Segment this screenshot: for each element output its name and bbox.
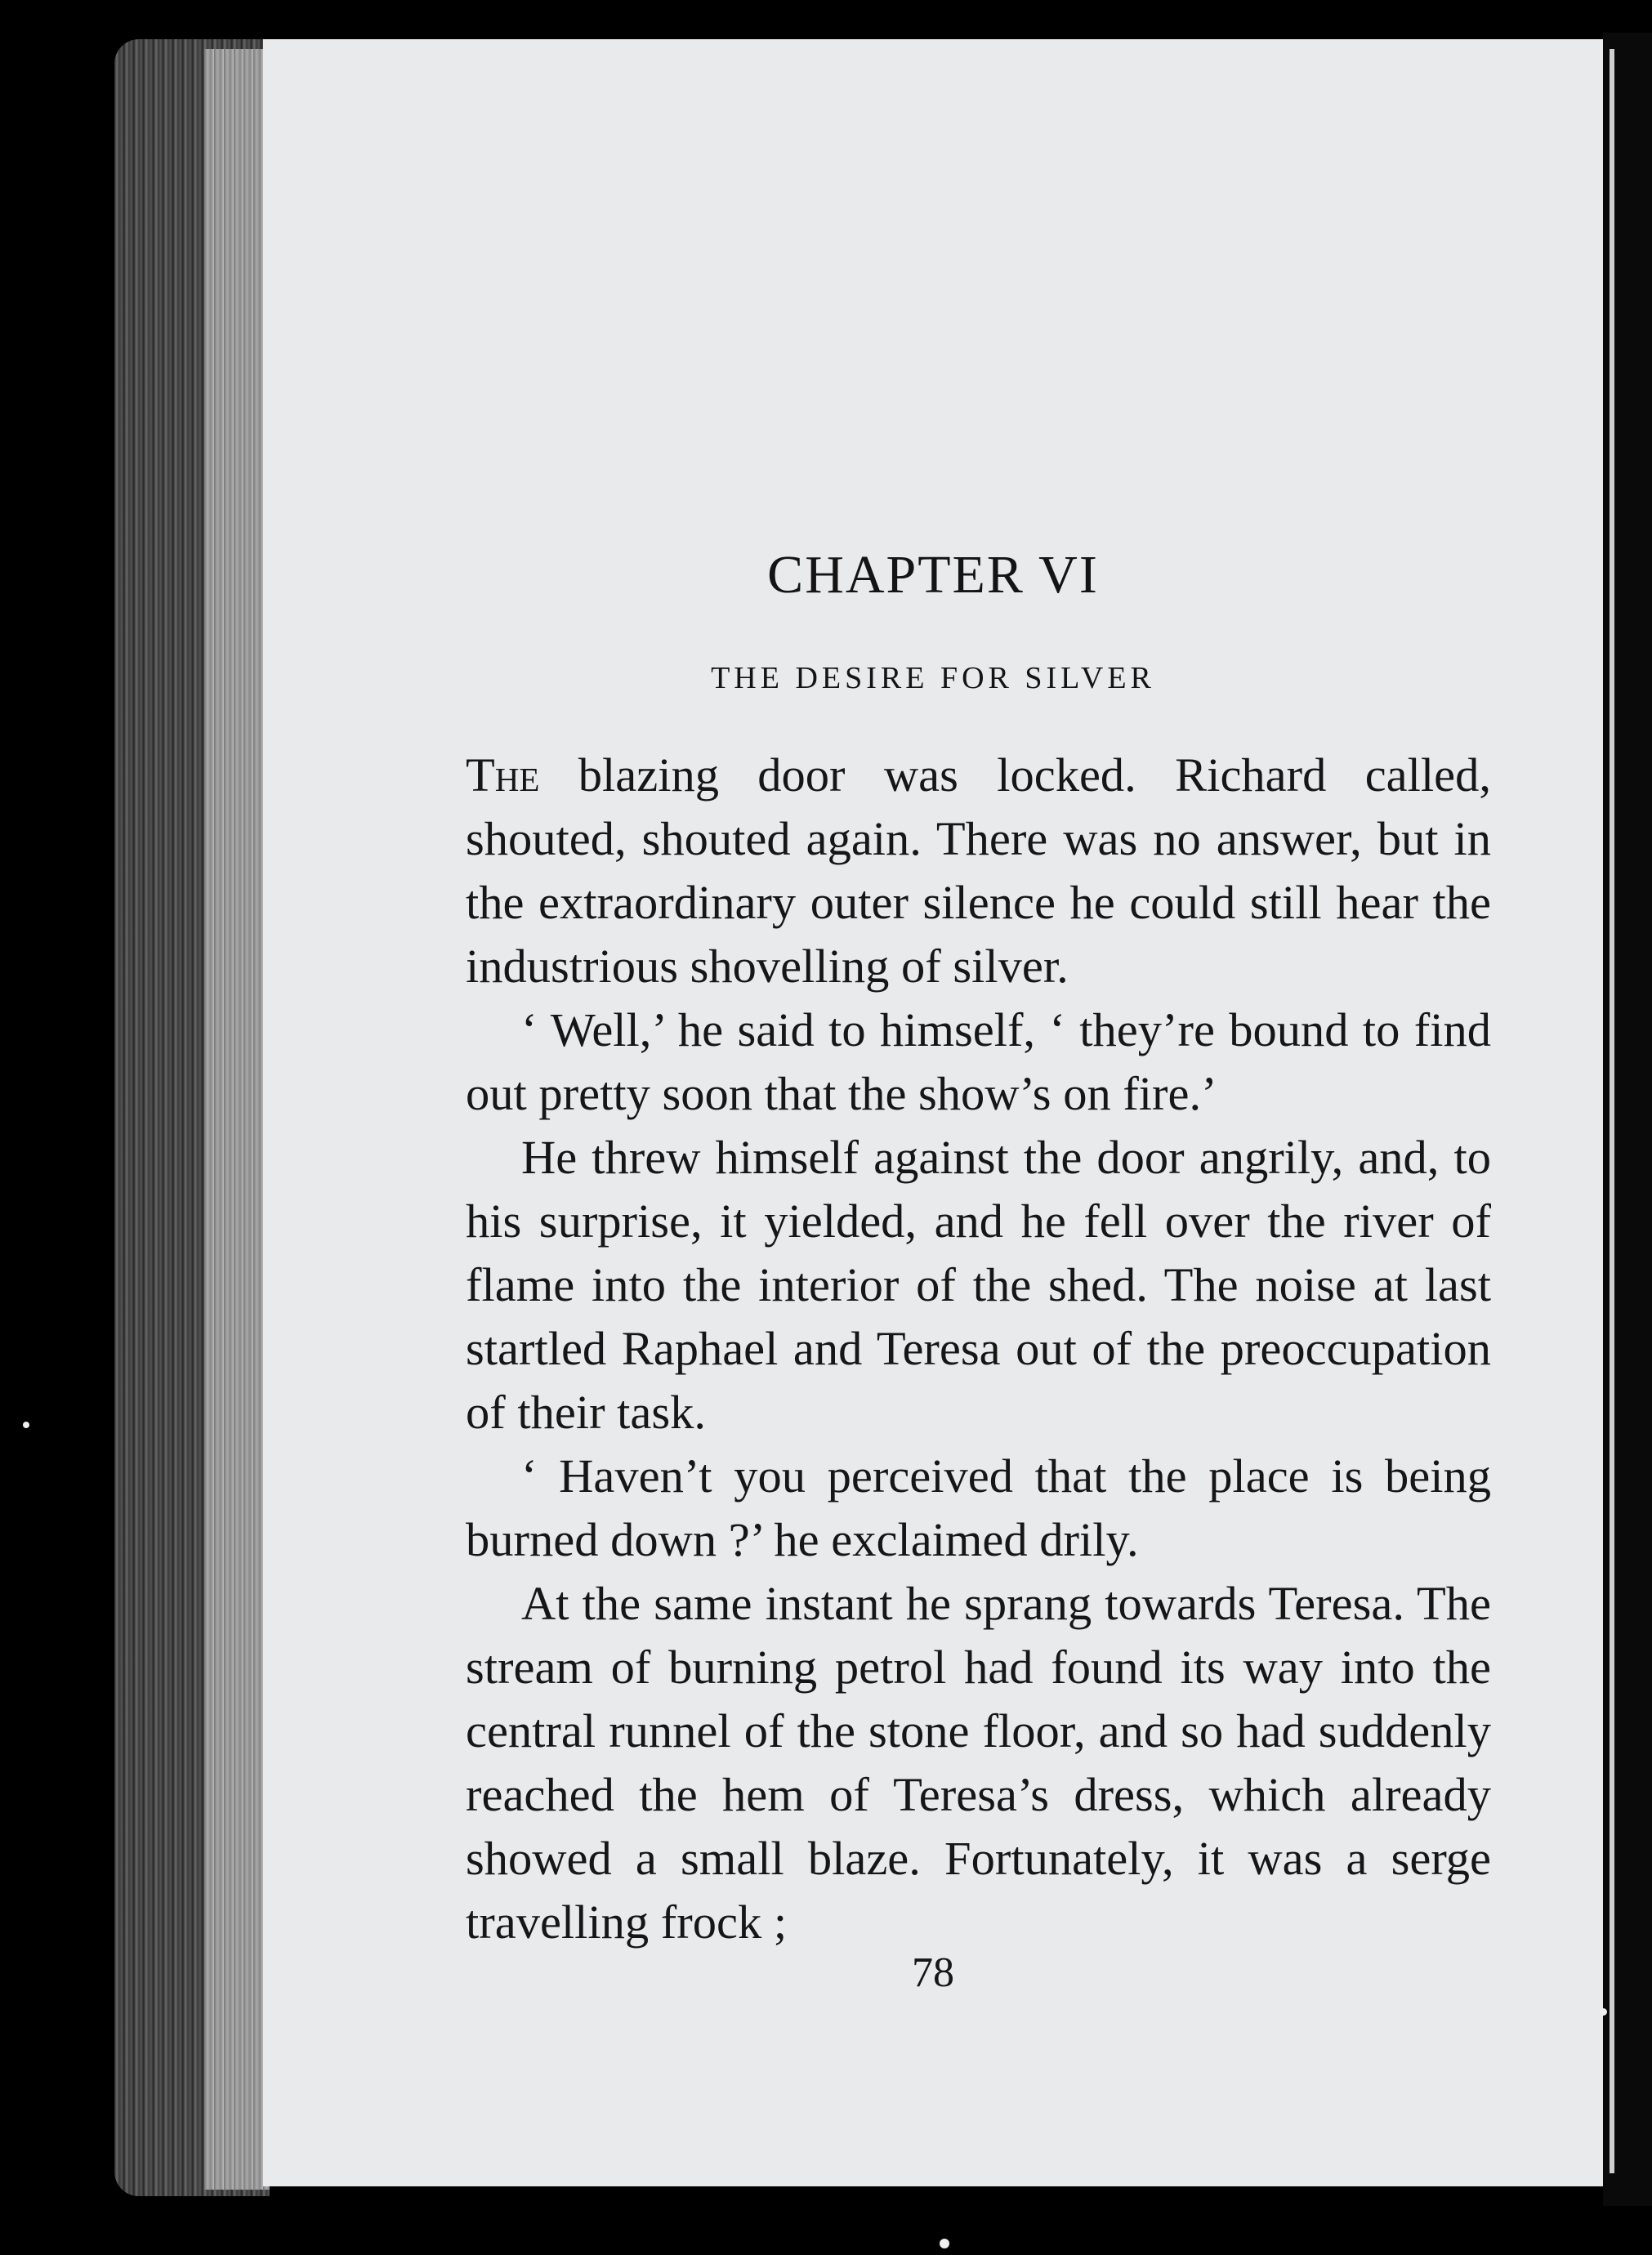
- paragraph: ‘ Haven’t you perceived that the place is being burned down ?’ he exclaimed drily.: [466, 1449, 1491, 1566]
- chapter-body: [466, 743, 1491, 1954]
- chapter-title: CHAPTER VI: [767, 545, 1099, 605]
- facing-page-line: [1610, 49, 1614, 2173]
- paragraph: [466, 743, 1491, 998]
- paragraph: At the same instant he sprang towards Teresa. The stream of burning petrol had found its way into the central runnel of the stone floor, and so had suddenly reached the hem of Teresa’s dress, which already showed a small blaze. Fortunately, it was a serge travelling frock ;: [466, 1577, 1491, 1949]
- paragraph-lead: The: [466, 748, 540, 802]
- paragraph: ‘ Well,’ he said to himself, ‘ they’re bound to find out pretty soon that the show’s on fire.’: [466, 1003, 1491, 1120]
- chapter-subtitle: THE DESIRE FOR SILVER: [711, 661, 1155, 695]
- paragraph: He threw himself against the door angrily, and, to his surprise, it yielded, and he fell over the river of flame into the interior of the shed. The noise at last startled Raphael and Teresa out of the preoccupation of their task.: [466, 1131, 1491, 1439]
- page-number: 78: [912, 1949, 954, 1996]
- speck: [1600, 2008, 1607, 2016]
- book-edge-inner: [204, 49, 270, 2190]
- speck: [23, 1422, 29, 1428]
- paragraph-text: blazing door was locked. Richard called, shouted, shouted again. There was no answer, but in the extraordinary outer silence he could still hear the industrious shovelling of silver.: [466, 748, 1491, 993]
- speck: [940, 2239, 949, 2248]
